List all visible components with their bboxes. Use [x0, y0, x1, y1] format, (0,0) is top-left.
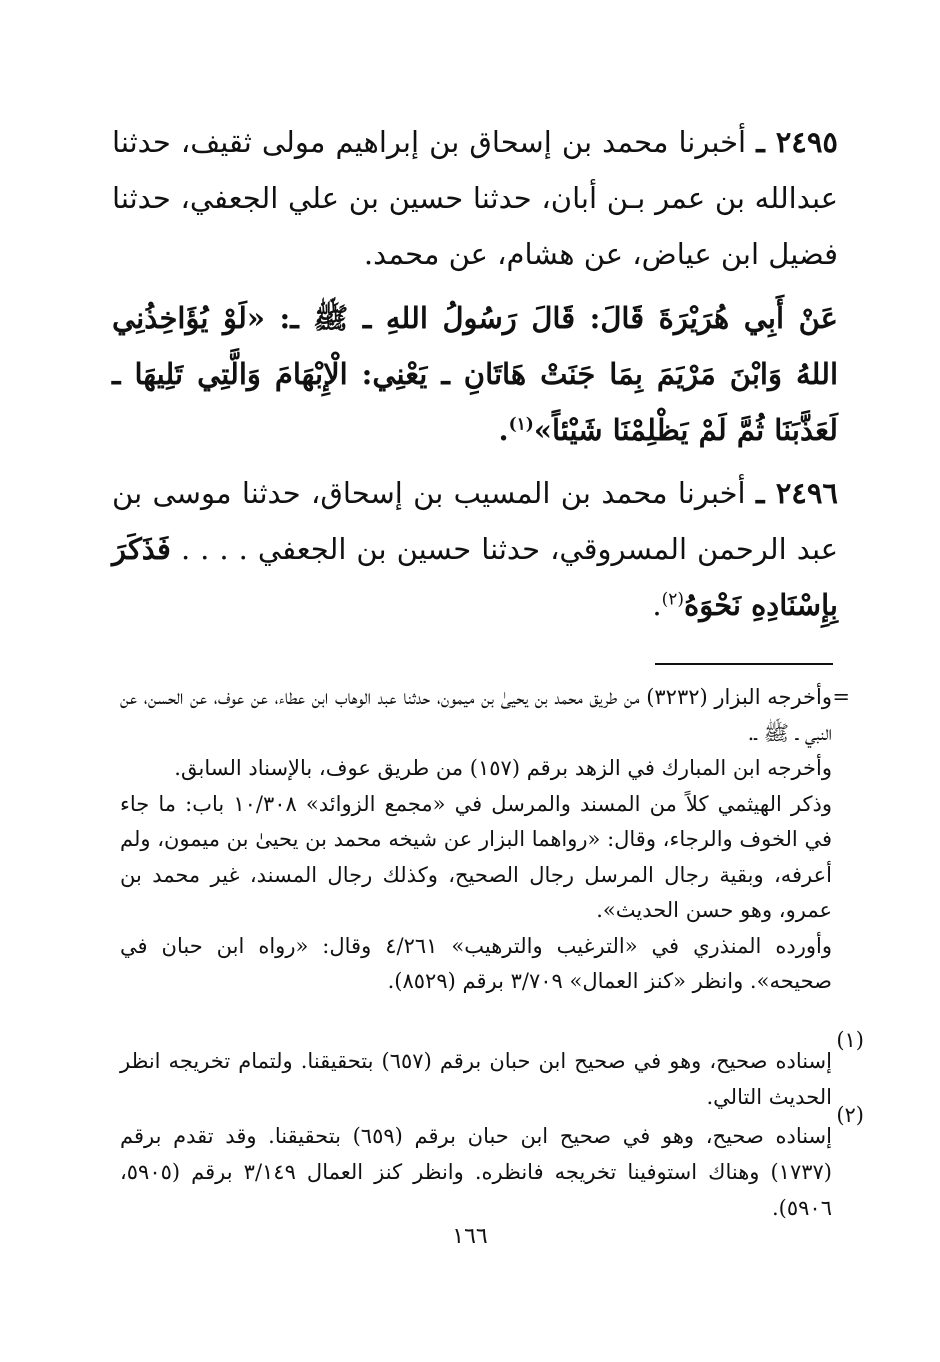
footnote-ref-2: (٢): [661, 589, 685, 610]
footnote-continuation: [120, 680, 850, 1000]
hadith-number: ٢٤٩٦ ـ: [755, 476, 839, 510]
footnote-number: (١): [836, 1028, 864, 1052]
continuation-mark: =: [832, 685, 850, 709]
sentence-end: .: [652, 588, 662, 622]
footnote-paragraph: وذكر الهيثمي كلاً من المسند والمرسل في «مجمع الزوائد» ١٠/٣٠٨ باب: ما جاء في الخوف والرجاء، وقال: «رواهما البزار عن شيخه محمد بن يحيىٰ بن ميمون، ولم أعرفه، وبقية رجال المرسل رجال الصحيح، وكذلك رجال المسند، غير محمد بن عمرو، وهو حسن الحديث».: [120, 791, 832, 922]
footnote-paragraph: وأورده المنذري في «الترغيب والترهيب» ٤/٢٦١ وقال: «رواه ابن حبان في صحيحه». وانظر «كنز العمال» ٣/٧٠٩ برقم (٨٥٢٩).: [120, 933, 832, 993]
page-number: ١٦٦: [452, 1224, 488, 1249]
isnad-text: أخبرنا محمد بن إسحاق بن إبراهيم مولى ثقيف، حدثنا عبدالله بن عمر بـن أبان، حدثنا حسين بن علي الجعفي، حدثنا فضيل ابن عياض، عن هشام، عن محمد.: [112, 125, 838, 271]
hadith-2495-matn: [112, 290, 838, 458]
footnote-ref-1: (١): [508, 414, 534, 435]
hadith-number: ٢٤٩٥ ـ: [756, 125, 839, 159]
hadith-2496: [112, 465, 838, 633]
footnote-separator: [655, 663, 833, 665]
footnote-number: (٢): [836, 1103, 864, 1127]
hadith-2495-isnad: [112, 114, 838, 282]
matn-intro: عَنْ أَبِي هُرَيْرَةَ قَالَ: قَالَ رَسُولُ اللهِ ـ ﷺ ـ:: [279, 301, 838, 335]
footnote-paragraph: وأخرجه البزار (٣٢٣٢) من طريق محمد بن يحيىٰ بن ميمون، حدثنا عبد الوهاب ابن عطاء، عن عوف، عن الحسن، عن النبي ـ ﷺ ـ.: [120, 685, 832, 745]
footnote-paragraph: وأخرجه ابن المبارك في الزهد برقم (١٥٧) من طريق عوف، بالإسناد السابق.: [174, 756, 832, 780]
isnad-text: أخبرنا محمد بن المسيب بن إسحاق، حدثنا موسى بن عبد الرحمن المسروقي، حدثنا حسين بن الجعفي . . . .: [112, 476, 838, 566]
sentence-end: .: [498, 413, 509, 447]
prophetic-quote: «لَوْ يُؤَاخِذُنِي اللهُ وَابْنَ مَرْيَمَ بِمَا جَنَتْ هَاتَانِ ـ يَعْنِي: الْإِبْهَامَ وَالَّتِي تَلِيهَا ـ لَعَذَّبَنَا ثُمَّ لَمْ يَظْلِمْنَا شَيْئاً»: [112, 301, 838, 447]
matn-text: فَذَكَرَ بِإِسْنَادِهِ نَحْوَهُ: [112, 532, 838, 622]
footnote-text: إسناده صحيح، وهو في صحيح ابن حبان برقم (٦٥٧) بتحقيقنا. ولتمام تخريجه انظر الحديث التالي.: [120, 1049, 832, 1109]
footnote-text: إسناده صحيح، وهو في صحيح ابن حبان برقم (٦٥٩) بتحقيقنا. وقد تقدم برقم (١٧٣٧) وهناك استوفينا تخريجه فانظره. وانظر كنز العمال ٣/١٤٩ برقم (٥٩٠٥، ٥٩٠٦).: [120, 1124, 832, 1220]
